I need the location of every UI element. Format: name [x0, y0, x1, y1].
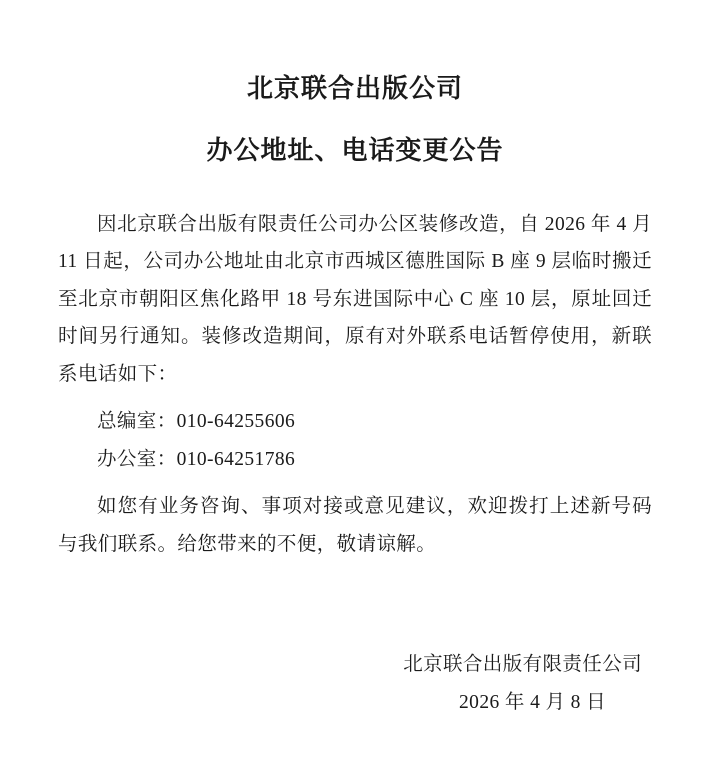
- signature-organization: 北京联合出版有限责任公司: [403, 653, 642, 675]
- closing-block: [58, 488, 652, 563]
- contact-list: [58, 403, 652, 478]
- title-line-company: 北京联合出版公司: [246, 74, 463, 103]
- closing-paragraph: 如您有业务咨询、事项对接或意见建议，欢迎拨打上述新号码与我们联系。给您带来的不便，敬请谅解。: [58, 496, 652, 555]
- signature-block: [403, 646, 652, 722]
- signature-date: 2026 年 4 月 8 日: [459, 691, 606, 713]
- contact-item-general-office: 办公室：010-64251786: [97, 448, 296, 470]
- document-body: [58, 206, 652, 563]
- title-line-subject: 办公地址、电话变更公告: [206, 136, 504, 165]
- body-paragraph-1: 因北京联合出版有限责任公司办公区装修改造，自 2026 年 4 月 11 日起，公司办公地址由北京市西城区德胜国际 B 座 9 层临时搬迁至北京市朝阳区焦化路甲 18 号东进国际中心 C 座 10 层，原址回迁时间另行通知。装修改造期间，原有对外联系电话暂停使用，新联系电话如下：: [58, 214, 652, 385]
- contact-item-editorial-office: 总编室：010-64255606: [97, 411, 296, 433]
- document-title: [58, 76, 652, 164]
